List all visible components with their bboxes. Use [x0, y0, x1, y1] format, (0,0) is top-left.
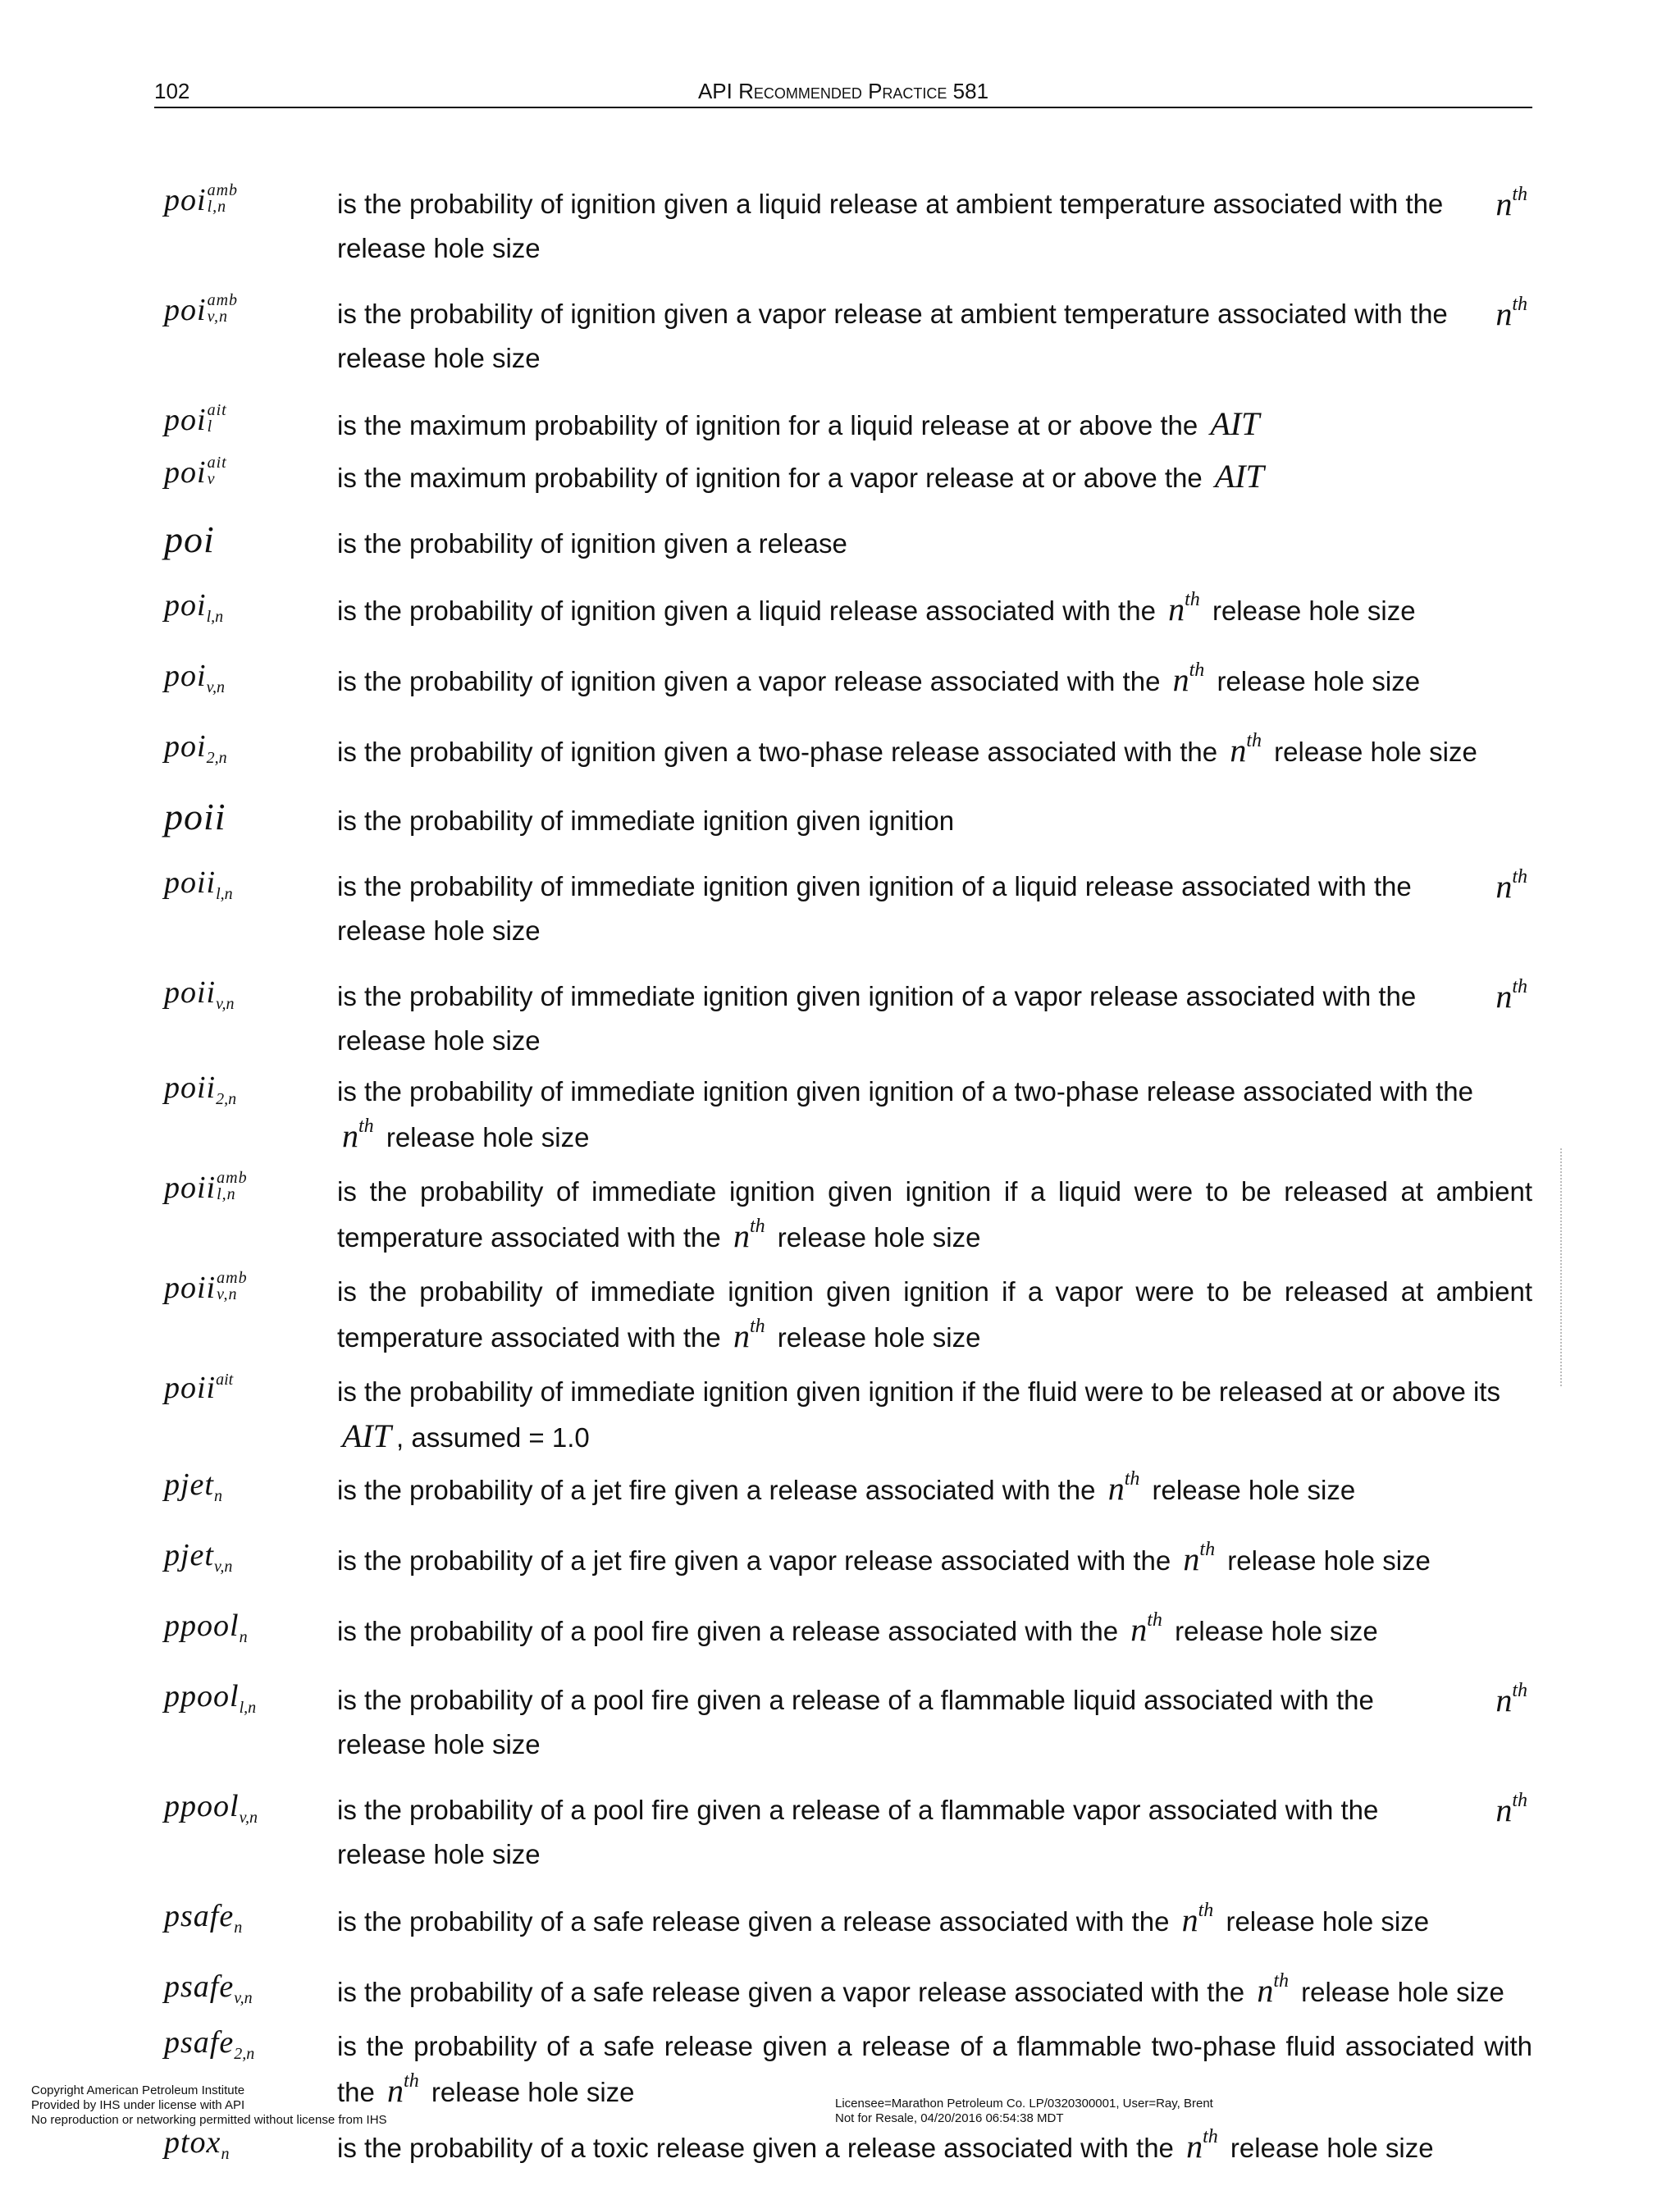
nth-symbol: $n^{th}$: [1168, 589, 1200, 627]
nth-symbol: $n^{th}$: [342, 1116, 374, 1154]
nth-symbol: $n^{th}$: [387, 2070, 419, 2109]
term-symbol: pjet$_{v,n}$: [164, 1538, 233, 1576]
nth-symbol: $n^{th}$: [1495, 976, 1527, 1015]
footer-license: Licensee=Marathon Petroleum Co. LP/0320300001, User=Ray, Brent Not for Resale, 04/20/2016 06:54:38 MDT: [835, 2097, 1213, 2125]
term-pjet-n: [164, 1467, 1532, 1516]
term-symbol: psafe$_{v,n}$: [164, 1969, 253, 2007]
term-definition: is the probability of ignition given a liquid release at ambient temperature associated with the $n^{th}$ release hole size: [337, 182, 1532, 271]
term-symbol: psafe$_n$: [164, 1899, 243, 1937]
term-poi-amb-ln: [164, 182, 1532, 271]
term-definition: is the probability of a safe release given a release of a flammable two-phase fluid associated with the $n^{th}$ release hole size: [337, 2031, 1532, 2109]
term-ppool-n: [164, 1608, 1532, 1657]
nth-symbol: $n^{th}$: [1230, 730, 1262, 769]
term-poii-ln: [164, 865, 1532, 953]
term-poii: [164, 796, 1532, 843]
nth-symbol: $n^{th}$: [1186, 2126, 1218, 2165]
nth-symbol: $n^{th}$: [1495, 1680, 1527, 1718]
term-definition: is the probability of immediate ignition given ignition if a liquid were to be released at ambient temperature associated with the $n^{th}$ release hole size: [337, 1176, 1532, 1254]
page-header: [154, 77, 1532, 108]
nth-symbol: $n^{th}$: [1130, 1609, 1162, 1648]
term-symbol: poii$_{2,n}$: [164, 1070, 237, 1108]
term-psafe-n: [164, 1898, 1532, 1947]
nth-symbol: $n^{th}$: [733, 1216, 765, 1254]
term-definition: is the probability of ignition given a release: [337, 528, 847, 559]
nth-symbol: $n^{th}$: [1495, 184, 1527, 222]
term-poi-ait-v: [164, 454, 1532, 500]
term-symbol: poi amb l,n: [164, 181, 239, 217]
ait-symbol: AIT: [342, 1417, 391, 1454]
term-poii-amb-vn: [164, 1270, 1532, 1363]
term-definition: is the probability of immediate ignition given ignition of a liquid release associated with the $n^{th}$ release hole size: [337, 865, 1532, 953]
term-poii-vn: [164, 974, 1532, 1063]
nth-symbol: $n^{th}$: [1495, 866, 1527, 905]
nth-symbol: $n^{th}$: [1172, 659, 1205, 698]
term-definition: is the probability of a pool fire given a release of a flammable vapor associated with the $n^{th}$ release hole size: [337, 1788, 1532, 1877]
margin-dots: [1560, 1148, 1564, 1386]
term-definition: is the probability of a safe release given a vapor release associated with the $n^{th}$ release hole size: [337, 1970, 1504, 2009]
term-poi-amb-vn: [164, 292, 1532, 381]
term-poi-vn: [164, 658, 1532, 707]
nth-symbol: $n^{th}$: [1495, 294, 1527, 332]
term-symbol: poi$_{v,n}$: [164, 659, 225, 696]
term-symbol: poi ait l: [164, 401, 227, 437]
ait-symbol: AIT: [1214, 458, 1264, 495]
term-definition: is the probability of ignition given a vapor release at ambient temperature associated with the $n^{th}$ release hole size: [337, 292, 1532, 381]
nth-symbol: $n^{th}$: [1181, 1900, 1214, 1938]
term-psafe-vn: [164, 1969, 1532, 2018]
term-symbol: poi ait v: [164, 454, 227, 490]
term-symbol: poi$_{2,n}$: [164, 729, 227, 767]
nth-symbol: $n^{th}$: [1495, 1790, 1527, 1828]
term-poii-ait: [164, 1370, 1532, 1460]
term-symbol: poii$_{l,n}$: [164, 865, 233, 903]
nth-symbol: $n^{th}$: [1107, 1468, 1140, 1507]
term-poi: [164, 518, 1532, 566]
footer-copyright: Copyright American Petroleum Institute Provided by IHS under license with API No reproduction or networking permitted without license from IHS: [31, 2083, 387, 2127]
running-title: API Recommended Practice 581: [697, 79, 989, 103]
nth-symbol: $n^{th}$: [1183, 1539, 1216, 1577]
term-definition: is the probability of a toxic release given a release associated with the $n^{th}$ release hole size: [337, 2126, 1434, 2165]
term-definition: is the maximum probability of ignition for a vapor release at or above the AIT: [337, 454, 1532, 500]
term-ptox-n: [164, 2124, 1532, 2174]
term-poii-2n: [164, 1070, 1532, 1163]
term-definition: is the maximum probability of ignition for a liquid release at or above the AIT: [337, 402, 1532, 448]
term-definition: is the probability of a safe release given a release associated with the $n^{th}$ release hole size: [337, 1900, 1430, 1938]
term-symbol: psafe$_{2,n}$: [164, 2025, 255, 2063]
term-definition: is the probability of ignition given a liquid release associated with the $n^{th}$ release hole size: [337, 589, 1416, 627]
term-symbol: ptox$_n$: [164, 2125, 230, 2163]
nth-symbol: $n^{th}$: [733, 1316, 765, 1354]
term-definition: is the probability of immediate ignition given ignition of a vapor release associated with the $n^{th}$ release hole size: [337, 974, 1532, 1063]
term-poi-ln: [164, 587, 1532, 637]
term-definition: is the probability of a jet fire given a release associated with the $n^{th}$ release hole size: [337, 1468, 1356, 1507]
term-symbol: poi: [164, 518, 215, 560]
term-definition: is the probability of ignition given a vapor release associated with the $n^{th}$ release hole size: [337, 659, 1421, 698]
page-number: 102: [154, 79, 190, 103]
term-definition: is the probability of immediate ignition given ignition if the fluid were to be released at or above its AIT , assumed = 1.0: [337, 1376, 1500, 1454]
nomenclature-list: [164, 182, 1532, 2195]
term-symbol: ppool$_{l,n}$: [164, 1679, 257, 1717]
term-definition: is the probability of a jet fire given a vapor release associated with the $n^{th}$ release hole size: [337, 1539, 1431, 1577]
term-symbol: poii amb l,n: [164, 1169, 248, 1205]
term-symbol: ppool$_n$: [164, 1609, 248, 1646]
term-symbol: poii$_{v,n}$: [164, 975, 235, 1013]
term-poi-ait-l: [164, 402, 1532, 448]
term-definition: is the probability of a pool fire given a release of a flammable liquid associated with the $n^{th}$ release hole size: [337, 1678, 1532, 1767]
term-symbol: ppool$_{v,n}$: [164, 1789, 258, 1827]
term-symbol: poi amb v,n: [164, 291, 239, 327]
term-definition: is the probability of immediate ignition given ignition of a two-phase release associated with the $n^{th}$ release hole size: [337, 1076, 1473, 1154]
term-definition: is the probability of immediate ignition given ignition if a vapor were to be released at ambient temperature associated with the $n^{th}$ release hole size: [337, 1276, 1532, 1354]
ait-symbol: AIT: [1210, 405, 1260, 442]
term-symbol: pjet$_n$: [164, 1467, 222, 1505]
nth-symbol: $n^{th}$: [1257, 1970, 1289, 2009]
term-poi-2n: [164, 728, 1532, 778]
term-symbol: poii: [164, 796, 226, 837]
term-symbol: poii$^{ait}$: [164, 1371, 234, 1405]
term-symbol: poii amb v,n: [164, 1269, 248, 1305]
term-pjet-vn: [164, 1537, 1532, 1586]
term-definition: is the probability of ignition given a two-phase release associated with the $n^{th}$ release hole size: [337, 730, 1477, 769]
term-symbol: poi$_{l,n}$: [164, 588, 224, 626]
term-ppool-ln: [164, 1678, 1532, 1767]
term-ppool-vn: [164, 1788, 1532, 1877]
term-definition: is the probability of a pool fire given a release associated with the $n^{th}$ release hole size: [337, 1609, 1378, 1648]
term-definition: is the probability of immediate ignition given ignition: [337, 805, 955, 836]
term-poii-amb-ln: [164, 1170, 1532, 1263]
